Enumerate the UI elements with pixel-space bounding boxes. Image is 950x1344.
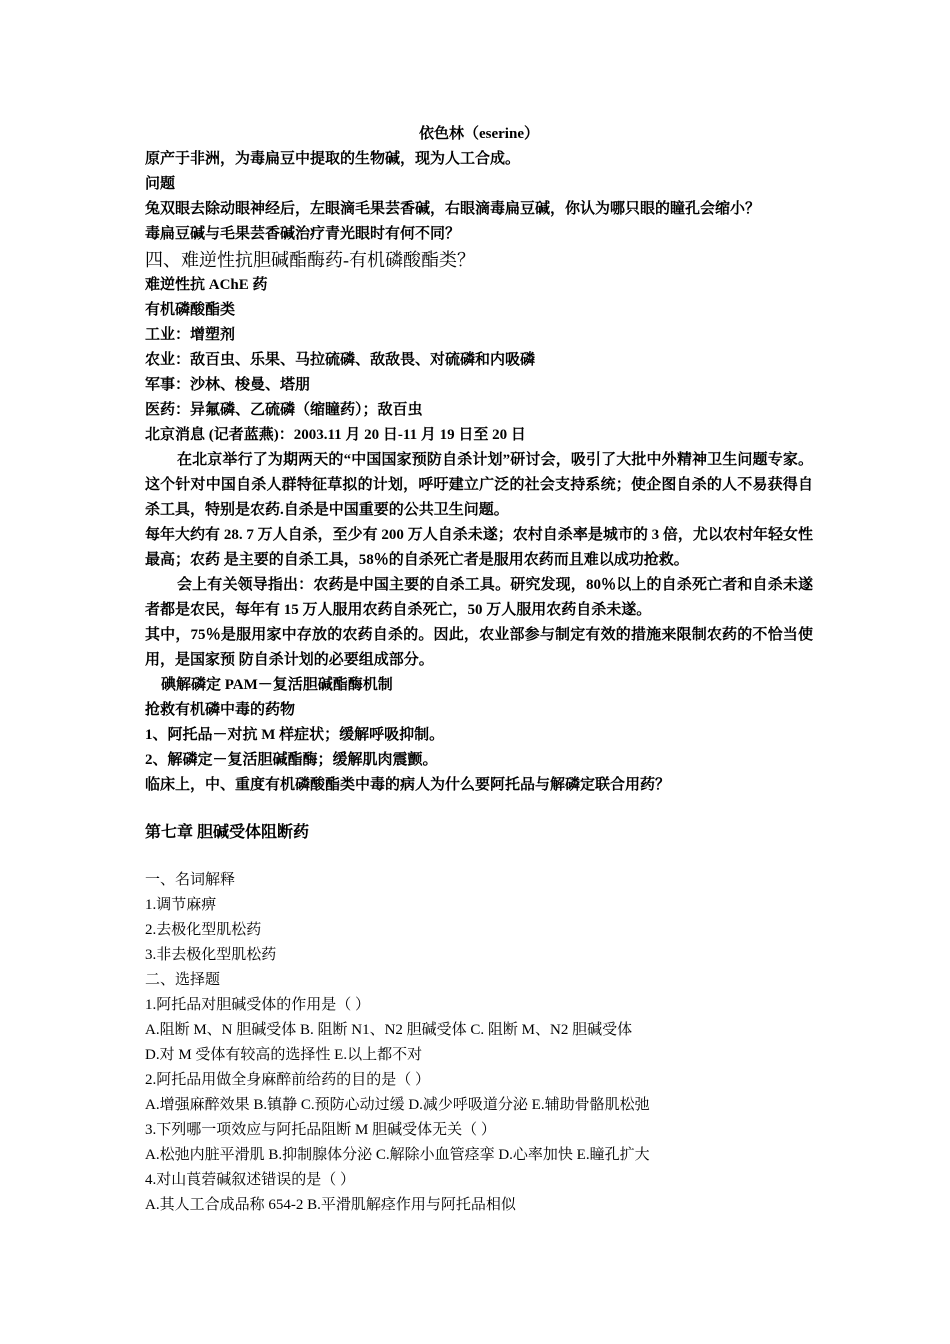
question-options: A.增强麻醉效果 B.镇静 C.预防心动过缓 D.减少呼吸道分泌 E.辅助骨骼肌松弛 xyxy=(145,1097,650,1113)
term-item: 2.去极化型肌松药 xyxy=(145,922,262,938)
section-heading-choice: 二、选择题 xyxy=(145,972,221,988)
question-options: A.松弛内脏平滑肌 B.抑制腺体分泌 C.解除小血管痉挛 D.心率加快 E.瞳孔扩大 xyxy=(145,1147,650,1163)
question-item: 1.阿托品对胆碱受体的作用是（ ） xyxy=(145,997,371,1013)
question-options: D.对 M 受体有较高的选择性 E.以上都不对 xyxy=(145,1047,423,1063)
term-item: 1.调节麻痹 xyxy=(145,897,217,913)
origin-text: 原产于非洲，为毒扁豆中提取的生物碱，现为人工合成。 xyxy=(145,151,521,167)
rescue-drug-1: 1、阿托品－对抗 M 样症状；缓解呼吸抑制。 xyxy=(145,727,445,743)
news-paragraph-2: 每年大约有 28. 7 万人自杀，至少有 200 万人自杀未遂；农村自杀率是城市的 3 倍，尤以农村年轻女性最高；农药 是主要的自杀工具，58％的自杀死亡者是服用农药而且难以成功抢救。 xyxy=(145,527,813,568)
page-title: 依色林（eserine） xyxy=(419,126,539,142)
question-label: 问题 xyxy=(145,176,176,192)
use-medicine: 医药：异氟磷、乙硫磷（缩瞳药）；敌百虫 xyxy=(145,402,423,418)
question-options: A.阻断 M、N 胆碱受体 B. 阻断 N1、N2 胆碱受体 C. 阻断 M、N2 胆碱受体 xyxy=(145,1022,633,1038)
use-industry: 工业：增塑剂 xyxy=(145,327,236,343)
pam-heading: 碘解磷定 PAM－复活胆碱酯酶机制 xyxy=(161,677,393,693)
spacer xyxy=(145,798,813,820)
use-military: 军事：沙林、梭曼、塔朋 xyxy=(145,377,311,393)
question-1: 兔双眼去除动眼神经后，左眼滴毛果芸香碱，右眼滴毒扁豆碱，你认为哪只眼的瞳孔会缩小？ xyxy=(145,201,761,217)
spacer xyxy=(145,846,813,868)
use-agriculture: 农业：敌百虫、乐果、马拉硫磷、敌敌畏、对硫磷和内吸磷 xyxy=(145,352,536,368)
section-heading-4: 四、难逆性抗胆碱酯酶药-有机磷酸酯类？ xyxy=(145,250,475,270)
clinical-question: 临床上，中、重度有机磷酸酯类中毒的病人为什么要阿托品与解磷定联合用药？ xyxy=(145,777,671,793)
rescue-heading: 抢救有机磷中毒的药物 xyxy=(145,702,296,718)
section-heading-terms: 一、名词解释 xyxy=(145,872,236,888)
news-paragraph-3: 会上有关领导指出：农药是中国主要的自杀工具。研究发现，80％以上的自杀死亡者和自杀未遂者都是农民，每年有 15 万人服用农药自杀死亡，50 万人服用农药自杀未遂。 xyxy=(145,577,813,618)
news-paragraph-4: 其中，75％是服用家中存放的农药自杀的。因此，农业部参与制定有效的措施来限制农药的不恰当使用，是国家预 防自杀计划的必要组成部分。 xyxy=(145,627,813,668)
question-2: 毒扁豆碱与毛果芸香碱治疗青光眼时有何不同？ xyxy=(145,226,461,242)
chapter-title: 第七章 胆碱受体阻断药 xyxy=(145,824,310,841)
rescue-drug-2: 2、解磷定－复活胆碱酯酶；缓解肌肉震颤。 xyxy=(145,752,438,768)
op-esters-heading: 有机磷酸酯类 xyxy=(145,302,236,318)
question-options: A.其人工合成品称 654-2 B.平滑肌解痉作用与阿托品相似 xyxy=(145,1197,516,1213)
irreversible-heading: 难逆性抗 AChE 药 xyxy=(145,277,268,293)
question-item: 2.阿托品用做全身麻醉前给药的目的是（ ） xyxy=(145,1072,431,1088)
question-item: 3.下列哪一项效应与阿托品阻断 M 胆碱受体无关（ ） xyxy=(145,1122,496,1138)
term-item: 3.非去极化型肌松药 xyxy=(145,947,277,963)
question-item: 4.对山莨菪碱叙述错误的是（ ） xyxy=(145,1172,356,1188)
document-body xyxy=(145,122,813,1218)
news-header: 北京消息 (记者蓝燕)：2003.11 月 20 日-11 月 19 日至 20 日 xyxy=(145,427,526,443)
news-paragraph-1: 在北京举行了为期两天的“中国国家预防自杀计划”研讨会，吸引了大批中外精神卫生问题专家。这个针对中国自杀人群特征草拟的计划，呼吁建立广泛的社会支持系统；使企图自杀的人不易获得自杀工具，特别是农药.自杀是中国重要的公共卫生问题。 xyxy=(145,452,813,518)
